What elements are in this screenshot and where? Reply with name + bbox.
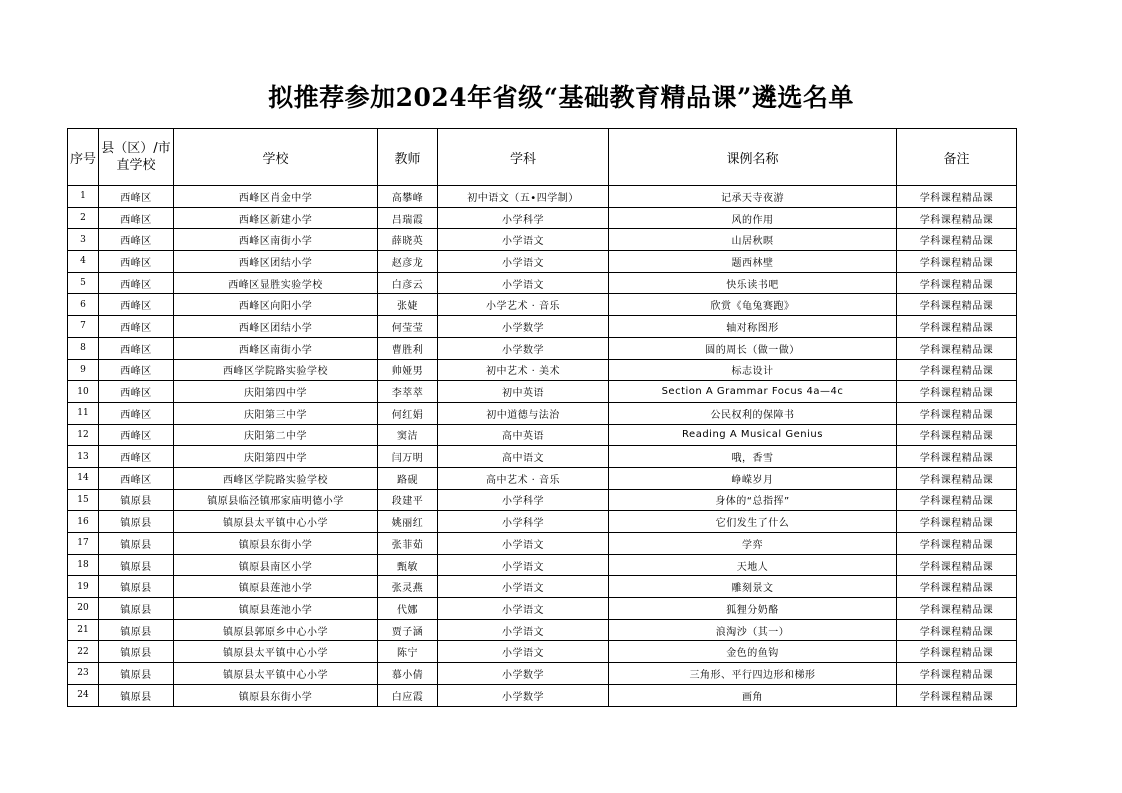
table-row (68, 229, 1017, 251)
cell-teacher: 慕小倩 (378, 663, 438, 685)
cell-note: 学科课程精品课 (897, 533, 1017, 555)
table-row (68, 598, 1017, 620)
table-row (68, 316, 1017, 338)
cell-county: 镇原县 (99, 598, 174, 620)
cell-county: 西峰区 (99, 294, 174, 316)
cell-teacher: 贾子涵 (378, 619, 438, 641)
cell-subject: 小学艺术 · 音乐 (438, 294, 609, 316)
cell-school: 庆阳第二中学 (174, 424, 378, 446)
table-row (68, 641, 1017, 663)
table-row (68, 186, 1017, 208)
cell-school: 镇原县莲池小学 (174, 598, 378, 620)
cell-county: 镇原县 (99, 684, 174, 706)
cell-teacher: 闫万明 (378, 446, 438, 468)
cell-county: 西峰区 (99, 381, 174, 403)
cell-county: 西峰区 (99, 251, 174, 273)
cell-county: 镇原县 (99, 554, 174, 576)
cell-teacher: 薛晓英 (378, 229, 438, 251)
cell-subject: 小学语文 (438, 619, 609, 641)
cell-course: 狐狸分奶酪 (609, 598, 897, 620)
cell-note: 学科课程精品课 (897, 489, 1017, 511)
cell-seq: 24 (68, 684, 99, 706)
table-row (68, 663, 1017, 685)
cell-subject: 小学语文 (438, 229, 609, 251)
cell-school: 西峰区显胜实验学校 (174, 272, 378, 294)
cell-subject: 小学科学 (438, 489, 609, 511)
cell-county: 镇原县 (99, 663, 174, 685)
cell-school: 西峰区南街小学 (174, 337, 378, 359)
cell-teacher: 帅娅男 (378, 359, 438, 381)
cell-subject: 小学语文 (438, 576, 609, 598)
cell-course: 三角形、平行四边形和梯形 (609, 663, 897, 685)
cell-county: 西峰区 (99, 229, 174, 251)
cell-seq: 20 (68, 598, 99, 620)
cell-subject: 高中艺术 · 音乐 (438, 467, 609, 489)
cell-subject: 小学数学 (438, 316, 609, 338)
cell-subject: 小学语文 (438, 554, 609, 576)
cell-seq: 4 (68, 251, 99, 273)
cell-course: 欣赏《龟兔赛跑》 (609, 294, 897, 316)
cell-subject: 高中英语 (438, 424, 609, 446)
table-row (68, 619, 1017, 641)
table-row (68, 272, 1017, 294)
cell-school: 西峰区肖金中学 (174, 186, 378, 208)
table-row (68, 533, 1017, 555)
cell-teacher: 甄敏 (378, 554, 438, 576)
table-row (68, 424, 1017, 446)
cell-teacher: 段建平 (378, 489, 438, 511)
header-row (68, 129, 1017, 186)
cell-course: 公民权利的保障书 (609, 402, 897, 424)
cell-subject: 小学科学 (438, 511, 609, 533)
cell-teacher: 代娜 (378, 598, 438, 620)
cell-seq: 17 (68, 533, 99, 555)
cell-subject: 初中艺术 · 美术 (438, 359, 609, 381)
cell-course: 圆的周长（做一做） (609, 337, 897, 359)
cell-school: 镇原县南区小学 (174, 554, 378, 576)
cell-school: 镇原县东街小学 (174, 684, 378, 706)
table-row (68, 381, 1017, 403)
cell-teacher: 何红娟 (378, 402, 438, 424)
cell-county: 镇原县 (99, 533, 174, 555)
cell-county: 西峰区 (99, 467, 174, 489)
cell-seq: 8 (68, 337, 99, 359)
cell-note: 学科课程精品课 (897, 446, 1017, 468)
cell-seq: 23 (68, 663, 99, 685)
table-row (68, 554, 1017, 576)
cell-note: 学科课程精品课 (897, 424, 1017, 446)
cell-note: 学科课程精品课 (897, 619, 1017, 641)
cell-note: 学科课程精品课 (897, 554, 1017, 576)
table-row (68, 294, 1017, 316)
header-note: 备注 (897, 129, 1017, 186)
cell-course: 轴对称图形 (609, 316, 897, 338)
cell-teacher: 白彦云 (378, 272, 438, 294)
table-row (68, 251, 1017, 273)
cell-seq: 1 (68, 186, 99, 208)
cell-seq: 7 (68, 316, 99, 338)
table-row (68, 446, 1017, 468)
table-row (68, 511, 1017, 533)
cell-seq: 16 (68, 511, 99, 533)
header-county: 县（区）/市直学校 (99, 129, 174, 186)
cell-course: 画角 (609, 684, 897, 706)
cell-teacher: 张灵燕 (378, 576, 438, 598)
cell-school: 西峰区团结小学 (174, 251, 378, 273)
cell-school: 庆阳第四中学 (174, 381, 378, 403)
cell-subject: 小学数学 (438, 337, 609, 359)
cell-county: 西峰区 (99, 446, 174, 468)
cell-county: 镇原县 (99, 576, 174, 598)
cell-school: 西峰区新建小学 (174, 207, 378, 229)
cell-course: 身体的“总指挥” (609, 489, 897, 511)
cell-note: 学科课程精品课 (897, 186, 1017, 208)
table-row (68, 337, 1017, 359)
cell-note: 学科课程精品课 (897, 576, 1017, 598)
cell-school: 西峰区学院路实验学校 (174, 359, 378, 381)
cell-school: 西峰区团结小学 (174, 316, 378, 338)
cell-teacher: 白应霞 (378, 684, 438, 706)
cell-teacher: 赵彦龙 (378, 251, 438, 273)
cell-note: 学科课程精品课 (897, 359, 1017, 381)
cell-seq: 3 (68, 229, 99, 251)
cell-county: 镇原县 (99, 641, 174, 663)
cell-course: 标志设计 (609, 359, 897, 381)
cell-course: 山居秋暝 (609, 229, 897, 251)
table-row (68, 576, 1017, 598)
cell-school: 西峰区南街小学 (174, 229, 378, 251)
cell-seq: 18 (68, 554, 99, 576)
cell-county: 镇原县 (99, 511, 174, 533)
cell-county: 西峰区 (99, 207, 174, 229)
cell-subject: 高中语文 (438, 446, 609, 468)
cell-course: 记承天寺夜游 (609, 186, 897, 208)
cell-seq: 13 (68, 446, 99, 468)
cell-course: 题西林壁 (609, 251, 897, 273)
cell-seq: 19 (68, 576, 99, 598)
cell-county: 西峰区 (99, 272, 174, 294)
cell-subject: 小学语文 (438, 272, 609, 294)
cell-note: 学科课程精品课 (897, 598, 1017, 620)
cell-course: 雕刻景文 (609, 576, 897, 598)
cell-school: 镇原县太平镇中心小学 (174, 511, 378, 533)
cell-note: 学科课程精品课 (897, 316, 1017, 338)
cell-county: 西峰区 (99, 359, 174, 381)
cell-school: 镇原县太平镇中心小学 (174, 641, 378, 663)
cell-subject: 小学语文 (438, 598, 609, 620)
header-teacher: 教师 (378, 129, 438, 186)
cell-note: 学科课程精品课 (897, 207, 1017, 229)
cell-teacher: 姚丽红 (378, 511, 438, 533)
cell-subject: 小学语文 (438, 641, 609, 663)
cell-school: 西峰区学院路实验学校 (174, 467, 378, 489)
cell-course: 学弈 (609, 533, 897, 555)
cell-subject: 小学数学 (438, 663, 609, 685)
cell-course: 峥嵘岁月 (609, 467, 897, 489)
roster-table (67, 128, 1017, 707)
cell-school: 镇原县郭原乡中心小学 (174, 619, 378, 641)
page-title: 拟推荐参加2024年省级“基础教育精品课”遴选名单 (268, 83, 854, 112)
cell-school: 西峰区向阳小学 (174, 294, 378, 316)
cell-note: 学科课程精品课 (897, 663, 1017, 685)
table-row (68, 207, 1017, 229)
cell-course: Reading A Musical Genius (609, 424, 897, 446)
cell-subject: 小学数学 (438, 684, 609, 706)
cell-seq: 6 (68, 294, 99, 316)
cell-note: 学科课程精品课 (897, 381, 1017, 403)
table-row (68, 359, 1017, 381)
cell-teacher: 李萃萃 (378, 381, 438, 403)
cell-course: 天地人 (609, 554, 897, 576)
cell-county: 镇原县 (99, 489, 174, 511)
roster-body (68, 186, 1017, 707)
cell-course: 金色的鱼钩 (609, 641, 897, 663)
cell-teacher: 曹胜利 (378, 337, 438, 359)
table-row (68, 467, 1017, 489)
cell-teacher: 高攀峰 (378, 186, 438, 208)
cell-seq: 22 (68, 641, 99, 663)
header-school: 学校 (174, 129, 378, 186)
cell-course: 风的作用 (609, 207, 897, 229)
cell-note: 学科课程精品课 (897, 251, 1017, 273)
cell-teacher: 窦洁 (378, 424, 438, 446)
cell-note: 学科课程精品课 (897, 337, 1017, 359)
cell-seq: 21 (68, 619, 99, 641)
cell-course: 快乐读书吧 (609, 272, 897, 294)
cell-seq: 2 (68, 207, 99, 229)
cell-course: Section A Grammar Focus 4a—4c (609, 381, 897, 403)
cell-teacher: 何莹莹 (378, 316, 438, 338)
cell-note: 学科课程精品课 (897, 272, 1017, 294)
cell-seq: 12 (68, 424, 99, 446)
cell-county: 西峰区 (99, 424, 174, 446)
cell-subject: 初中语文（五•四学制） (438, 186, 609, 208)
cell-course: 浪淘沙（其一） (609, 619, 897, 641)
cell-note: 学科课程精品课 (897, 294, 1017, 316)
cell-county: 西峰区 (99, 186, 174, 208)
header-subject: 学科 (438, 129, 609, 186)
cell-seq: 15 (68, 489, 99, 511)
cell-school: 庆阳第四中学 (174, 446, 378, 468)
cell-teacher: 吕瑞霞 (378, 207, 438, 229)
cell-subject: 初中英语 (438, 381, 609, 403)
header-course: 课例名称 (609, 129, 897, 186)
header-seq: 序号 (68, 129, 99, 186)
cell-note: 学科课程精品课 (897, 229, 1017, 251)
cell-seq: 11 (68, 402, 99, 424)
cell-teacher: 张菲茹 (378, 533, 438, 555)
cell-school: 镇原县莲池小学 (174, 576, 378, 598)
cell-course: 哦，香雪 (609, 446, 897, 468)
table-row (68, 684, 1017, 706)
cell-note: 学科课程精品课 (897, 511, 1017, 533)
cell-county: 镇原县 (99, 619, 174, 641)
cell-school: 庆阳第三中学 (174, 402, 378, 424)
cell-seq: 14 (68, 467, 99, 489)
cell-note: 学科课程精品课 (897, 467, 1017, 489)
cell-county: 西峰区 (99, 402, 174, 424)
cell-school: 镇原县临泾镇邢家庙明德小学 (174, 489, 378, 511)
cell-subject: 小学语文 (438, 533, 609, 555)
cell-school: 镇原县东街小学 (174, 533, 378, 555)
cell-subject: 小学科学 (438, 207, 609, 229)
table-row (68, 402, 1017, 424)
cell-subject: 小学语文 (438, 251, 609, 273)
cell-school: 镇原县太平镇中心小学 (174, 663, 378, 685)
cell-teacher: 张婕 (378, 294, 438, 316)
cell-seq: 9 (68, 359, 99, 381)
cell-teacher: 陈宁 (378, 641, 438, 663)
cell-seq: 5 (68, 272, 99, 294)
cell-note: 学科课程精品课 (897, 684, 1017, 706)
table-row (68, 489, 1017, 511)
cell-county: 西峰区 (99, 316, 174, 338)
cell-county: 西峰区 (99, 337, 174, 359)
cell-teacher: 路砚 (378, 467, 438, 489)
cell-note: 学科课程精品课 (897, 641, 1017, 663)
cell-subject: 初中道德与法治 (438, 402, 609, 424)
cell-course: 它们发生了什么 (609, 511, 897, 533)
cell-note: 学科课程精品课 (897, 402, 1017, 424)
cell-seq: 10 (68, 381, 99, 403)
